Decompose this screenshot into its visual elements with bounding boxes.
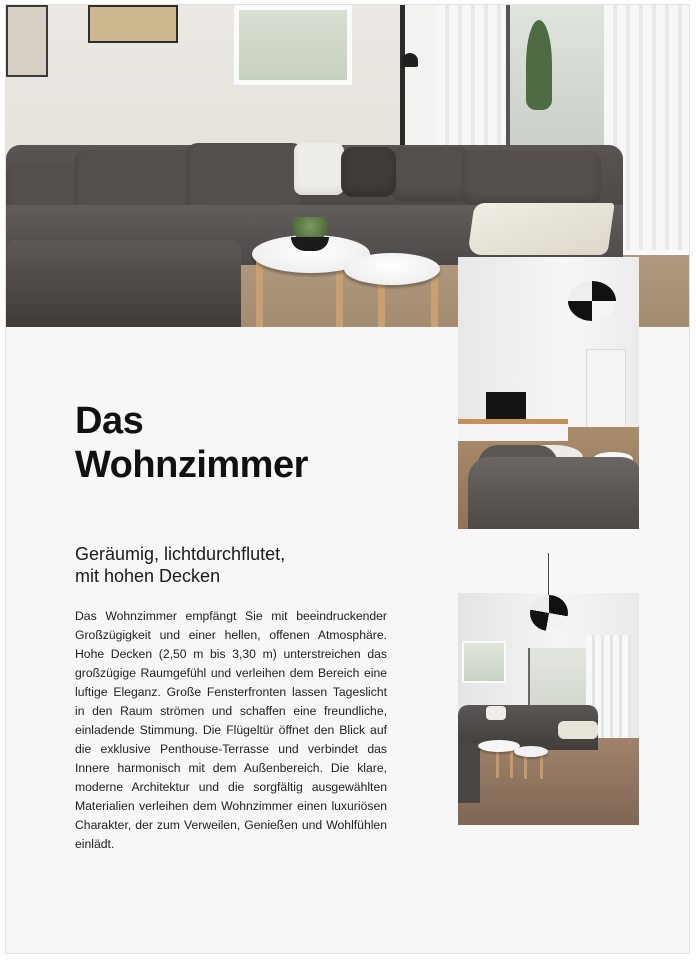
floor-lamp xyxy=(400,5,405,145)
coffee-table xyxy=(344,253,440,285)
photo-living-room-tv xyxy=(458,257,639,529)
pendant-lamp xyxy=(530,595,568,631)
brochure-page xyxy=(5,4,690,954)
body-paragraph: Das Wohnzimmer empfängt Sie mit beeindruckender Großzügigkeit und einer hellen, offenen Atmosphäre. Hohe Decken (2,50 m bis 3,30 m) unterstreichen das großzügige Raumgefühl und verleihen dem Bereich eine luftige Eleganz. Große Fensterfronten lassen Tageslicht in den Raum strömen und schaffen eine freundliche, einladende Stimmung. Die Flügeltür öffnet den Blick auf die exklusive Penthouse-Terrasse und verbindet das Innere harmonisch mit dem Außenbereich. Die klare, moderne Architektur und die sorgfältig ausgewählten Materialien verleihen dem Wohnzimmer einen luxuriösen Charakter, der zum Verweilen, Genießen und Wohlfühlen einlädt. xyxy=(75,609,387,851)
outdoor-tree xyxy=(526,20,552,110)
coffee-table xyxy=(514,746,548,757)
subtitle-line: mit hohen Decken xyxy=(75,566,221,586)
page-title xyxy=(75,399,308,487)
wall-art-frame xyxy=(88,5,178,43)
sofa xyxy=(468,457,639,529)
sideboard xyxy=(458,419,568,441)
wall-art-frame xyxy=(6,5,48,77)
title-line: Wohnzimmer xyxy=(75,444,308,486)
subtitle-line: Geräumig, lichtdurchflutet, xyxy=(75,544,286,564)
photo-living-room-overview xyxy=(458,553,639,825)
window xyxy=(234,5,352,85)
title-line: Das xyxy=(75,400,144,442)
glass-door xyxy=(506,5,609,155)
throw-blanket xyxy=(467,203,614,255)
pendant-lamp xyxy=(568,281,616,321)
throw-pillow xyxy=(294,143,344,195)
subtitle xyxy=(75,543,395,587)
window xyxy=(462,641,506,683)
